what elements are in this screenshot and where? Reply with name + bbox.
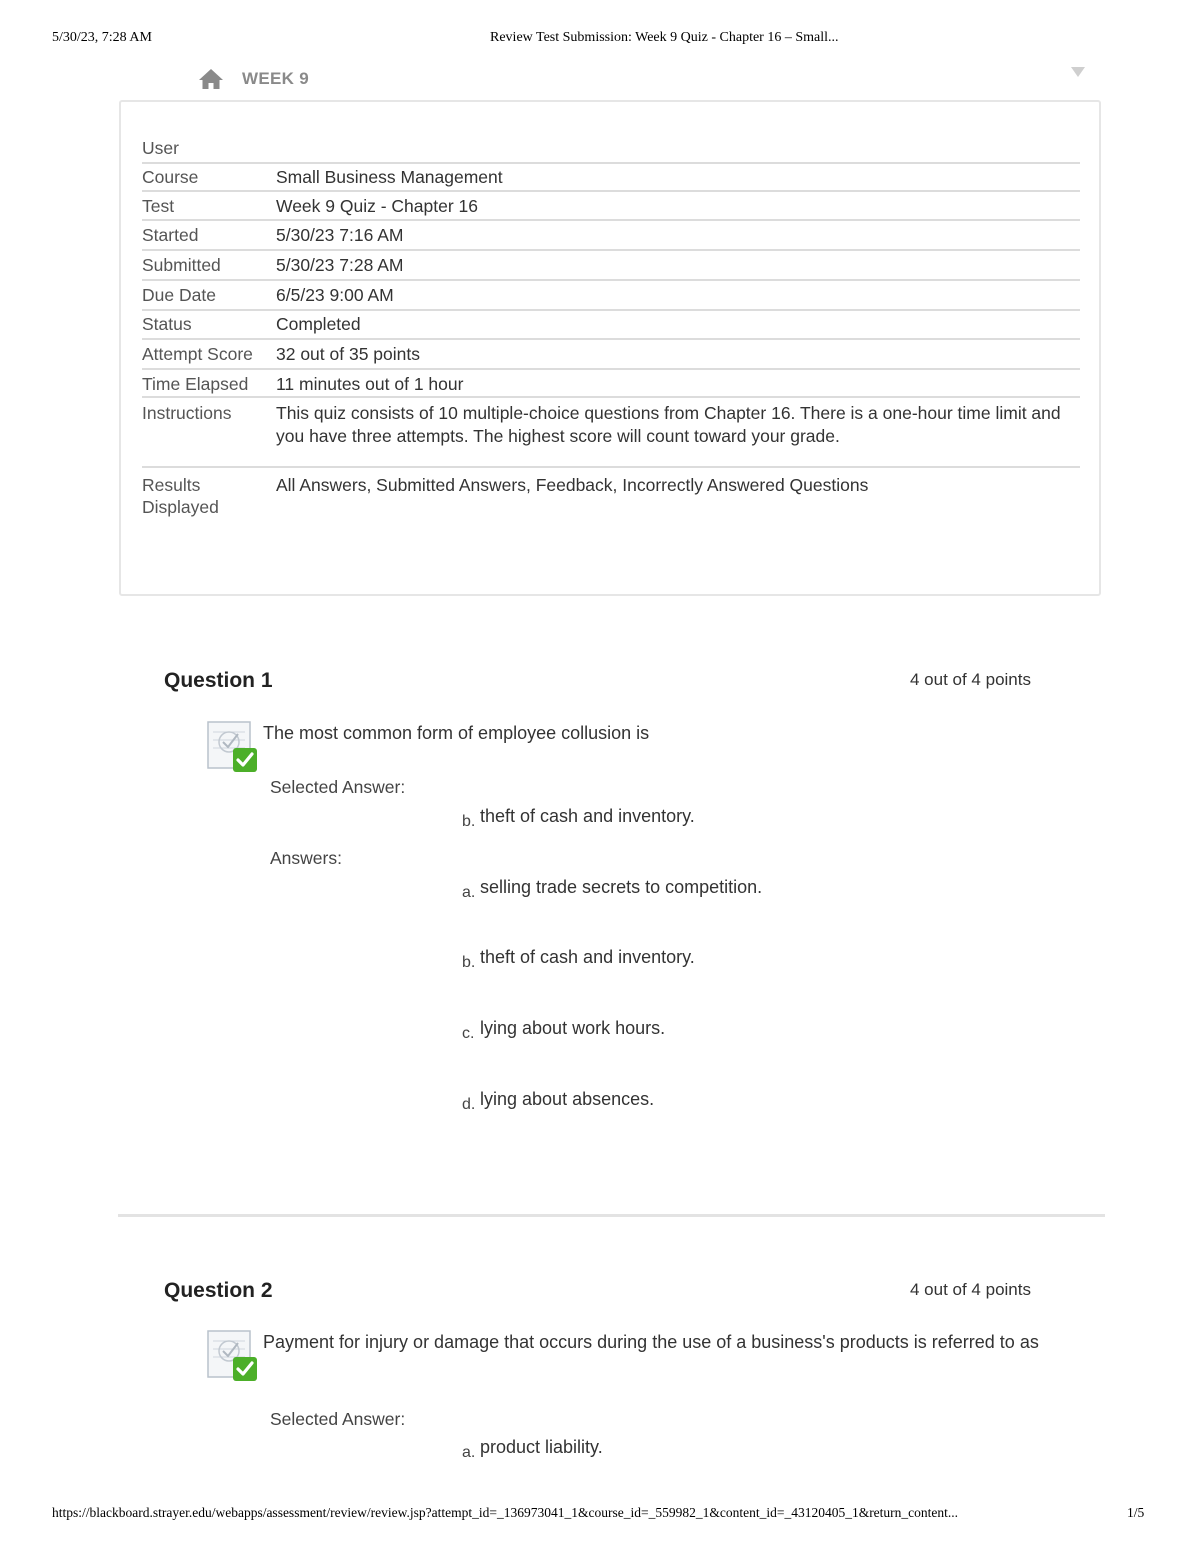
answer-option <box>462 947 695 971</box>
question-divider <box>118 1214 1105 1217</box>
detail-label-line: Displayed <box>142 497 219 517</box>
answer-text: selling trade secrets to competition. <box>480 877 763 897</box>
detail-value: 5/30/23 7:28 AM <box>276 255 404 275</box>
print-footer <box>0 1505 1200 1525</box>
breadcrumb <box>198 64 309 94</box>
print-page-number: 1/5 <box>1127 1505 1145 1520</box>
detail-label: Time Elapsed <box>142 374 249 394</box>
detail-row-submitted <box>142 255 1080 281</box>
detail-label: Attempt Score <box>142 344 253 364</box>
selected-answer-label: Selected Answer: <box>270 777 406 797</box>
detail-label: Due Date <box>142 285 216 305</box>
detail-row-course <box>142 167 1080 192</box>
detail-value: 32 out of 35 points <box>276 344 420 364</box>
question-points: 4 out of 4 points <box>910 670 1031 689</box>
detail-label: Submitted <box>142 255 221 275</box>
question-text: The most common form of employee collusion is <box>263 723 650 743</box>
answer-text: product liability. <box>480 1437 603 1457</box>
detail-row-instructions <box>142 402 1080 468</box>
question-title: Question 2 <box>164 1279 273 1302</box>
answers-label: Answers: <box>270 848 342 868</box>
selected-answer-label: Selected Answer: <box>270 1409 406 1429</box>
print-page-title: Review Test Submission: Week 9 Quiz - Chapter 16 – Small... <box>490 30 839 45</box>
detail-label: Course <box>142 167 199 187</box>
detail-value: Small Business Management <box>276 167 503 187</box>
detail-row-test <box>142 196 1080 221</box>
detail-row-due-date <box>142 285 1080 311</box>
detail-value: This quiz consists of 10 multiple-choice questions from Chapter 16. There is a one-hour time limit and you have three attempts. The highest score will count toward your grade. <box>276 403 1061 446</box>
detail-value: 5/30/23 7:16 AM <box>276 225 404 245</box>
detail-row-attempt-score <box>142 344 1080 370</box>
answer-option <box>462 877 763 901</box>
detail-label: Started <box>142 225 199 245</box>
print-date: 5/30/23, 7:28 AM <box>52 30 152 45</box>
detail-row-results-displayed <box>142 474 1080 522</box>
answer-option <box>462 1018 666 1042</box>
answer-text: lying about absences. <box>480 1089 655 1109</box>
correct-checkmark-icon <box>207 720 261 774</box>
print-header <box>0 30 1200 50</box>
detail-label: Status <box>142 314 192 334</box>
question-text: Payment for injury or damage that occurs during the use of a business's products is referred to as <box>263 1332 1039 1352</box>
print-url: https://blackboard.strayer.edu/webapps/assessment/review/review.jsp?attempt_id=_136973041_1&course_id=_559982_1&content_id=_43120405_1&return_content... <box>52 1505 959 1520</box>
detail-value: 6/5/23 9:00 AM <box>276 285 394 305</box>
detail-label: Test <box>142 196 175 216</box>
detail-value: Week 9 Quiz - Chapter 16 <box>276 196 478 216</box>
detail-row-user <box>142 138 1080 164</box>
detail-row-time-elapsed <box>142 374 1080 398</box>
answer-letter: b. <box>462 813 476 830</box>
answer-letter: b. <box>462 954 476 971</box>
detail-label-line: Results <box>142 475 201 495</box>
home-icon[interactable] <box>198 67 224 91</box>
detail-label: Instructions <box>142 403 232 423</box>
detail-row-started <box>142 225 1080 251</box>
answer-letter: a. <box>462 884 476 901</box>
selected-answer <box>462 806 695 830</box>
answer-letter: c. <box>462 1025 475 1042</box>
answer-text: theft of cash and inventory. <box>480 947 695 967</box>
detail-value: All Answers, Submitted Answers, Feedback, Incorrectly Answered Questions <box>276 475 869 495</box>
selected-answer <box>462 1437 603 1461</box>
detail-row-status <box>142 314 1080 340</box>
answer-text: lying about work hours. <box>480 1018 666 1038</box>
detail-value: Completed <box>276 314 361 334</box>
question-title: Question 1 <box>164 669 273 692</box>
detail-label: User <box>142 138 179 158</box>
detail-label <box>142 474 272 518</box>
answer-text: theft of cash and inventory. <box>480 806 695 826</box>
question-points: 4 out of 4 points <box>910 1280 1031 1299</box>
detail-value: 11 minutes out of 1 hour <box>276 374 464 394</box>
answer-option <box>462 1089 655 1113</box>
correct-checkmark-icon <box>207 1329 261 1383</box>
breadcrumb-week-link[interactable]: WEEK 9 <box>242 69 309 88</box>
chevron-down-icon[interactable] <box>1070 66 1086 78</box>
answer-letter: a. <box>462 1444 476 1461</box>
answer-letter: d. <box>462 1096 476 1113</box>
